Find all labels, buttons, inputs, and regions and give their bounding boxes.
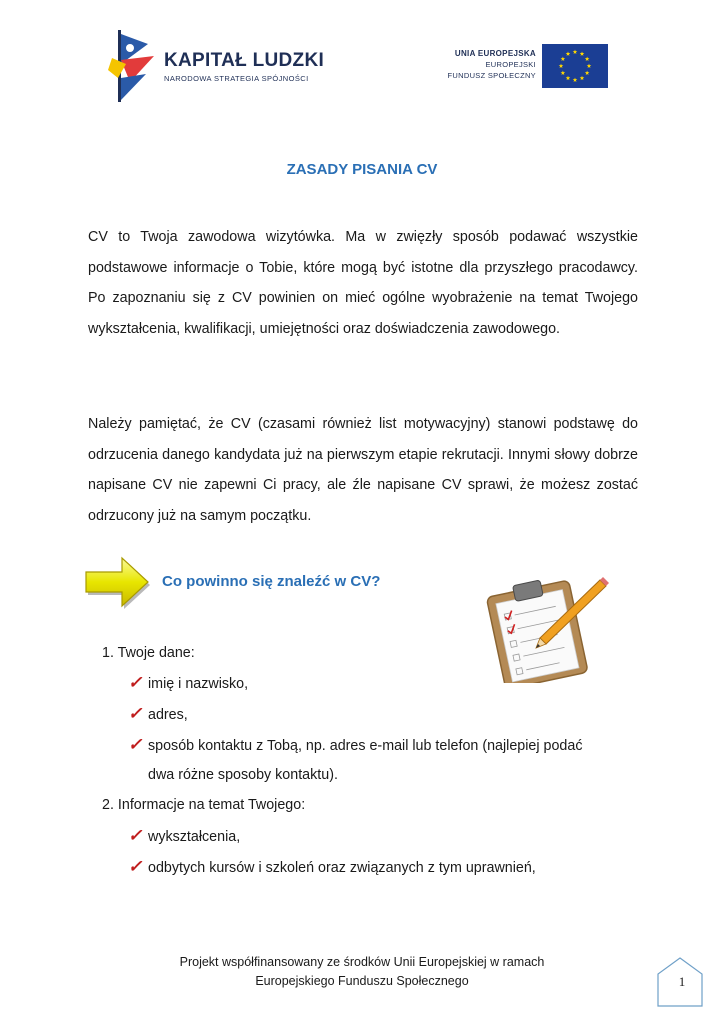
check-item-text: imię i nazwisko, bbox=[148, 676, 249, 692]
check-item-text: adres, bbox=[148, 707, 188, 723]
eu-text bbox=[448, 48, 536, 81]
checkmark-icon: ✓ bbox=[128, 735, 143, 754]
checkmark-icon: ✓ bbox=[128, 826, 143, 845]
checkmark-icon: ✓ bbox=[128, 673, 143, 692]
kapital-ludzki-emblem-icon bbox=[108, 30, 158, 102]
kapital-ludzki-subtitle: NARODOWA STRATEGIA SPÓJNOŚCI bbox=[164, 74, 309, 83]
check-item bbox=[128, 730, 638, 761]
check-item-text: odbytych kursów i szkoleń oraz związanych z tym uprawnień, bbox=[148, 860, 536, 876]
eu-logo bbox=[430, 42, 610, 92]
paragraph-intro: CV to Twoja zawodowa wizytówka. Ma w zwięzły sposób podawać wszystkie podstawowe informacje o Tobie, które mogą być istotne dla przyszłego pracodawcy. Po zapoznaniu się z CV powinien on mieć ogólne wyobrażenie na temat Twojego wykształcenia, kwalifikacji, umiejętności oraz doświadczenia zawodowego. bbox=[88, 229, 638, 338]
list-item-information: 2. Informacje na temat Twojego: bbox=[102, 797, 306, 813]
clipboard-checklist-icon bbox=[480, 568, 610, 683]
footer-line-2: Europejskiego Funduszu Społecznego bbox=[255, 974, 469, 988]
page-number: 1 bbox=[678, 974, 686, 989]
arrow-right-icon bbox=[82, 554, 152, 610]
list-item-your-data: 1. Twoje dane: bbox=[102, 645, 195, 661]
kapital-ludzki-title: KAPITAŁ LUDZKI bbox=[164, 50, 325, 71]
footer-line-1: Projekt współfinansowany ze środków Unii Europejskiej w ramach bbox=[179, 955, 545, 969]
footer bbox=[0, 953, 724, 991]
check-item bbox=[128, 699, 188, 730]
check-item bbox=[128, 852, 536, 883]
paragraph-warning: Należy pamiętać, że CV (czasami również list motywacyjny) stanowi podstawę do odrzucenia danego kandydata już na pierwszym etapie rekrutacji. Innymi słowy dobrze napisane CV nie zapewni Ci pracy, ale źle napisane CV sprawi, że możesz zostać odrzucony już na samym początku. bbox=[88, 416, 638, 525]
checkmark-icon: ✓ bbox=[128, 857, 143, 876]
kapital-ludzki-logo bbox=[108, 30, 328, 102]
eu-line-3: FUNDUSZ SPOŁECZNY bbox=[447, 71, 536, 80]
check-item bbox=[128, 668, 248, 699]
eu-flag-icon bbox=[542, 44, 608, 88]
check-item-text: sposób kontaktu z Tobą, np. adres e-mail lub telefon (najlepiej podać bbox=[148, 738, 583, 754]
check-item-text: wykształcenia, bbox=[148, 829, 241, 845]
document-title: ZASADY PISANIA CV bbox=[286, 161, 438, 178]
eu-line-2: EUROPEJSKI bbox=[485, 60, 536, 69]
check-item bbox=[128, 821, 240, 852]
eu-line-1: UNIA EUROPEJSKA bbox=[454, 49, 536, 58]
check-item-continuation: dwa różne sposoby kontaktu). bbox=[148, 767, 338, 783]
section-heading: Co powinno się znaleźć w CV? bbox=[162, 573, 381, 590]
checkmark-icon: ✓ bbox=[128, 704, 143, 723]
